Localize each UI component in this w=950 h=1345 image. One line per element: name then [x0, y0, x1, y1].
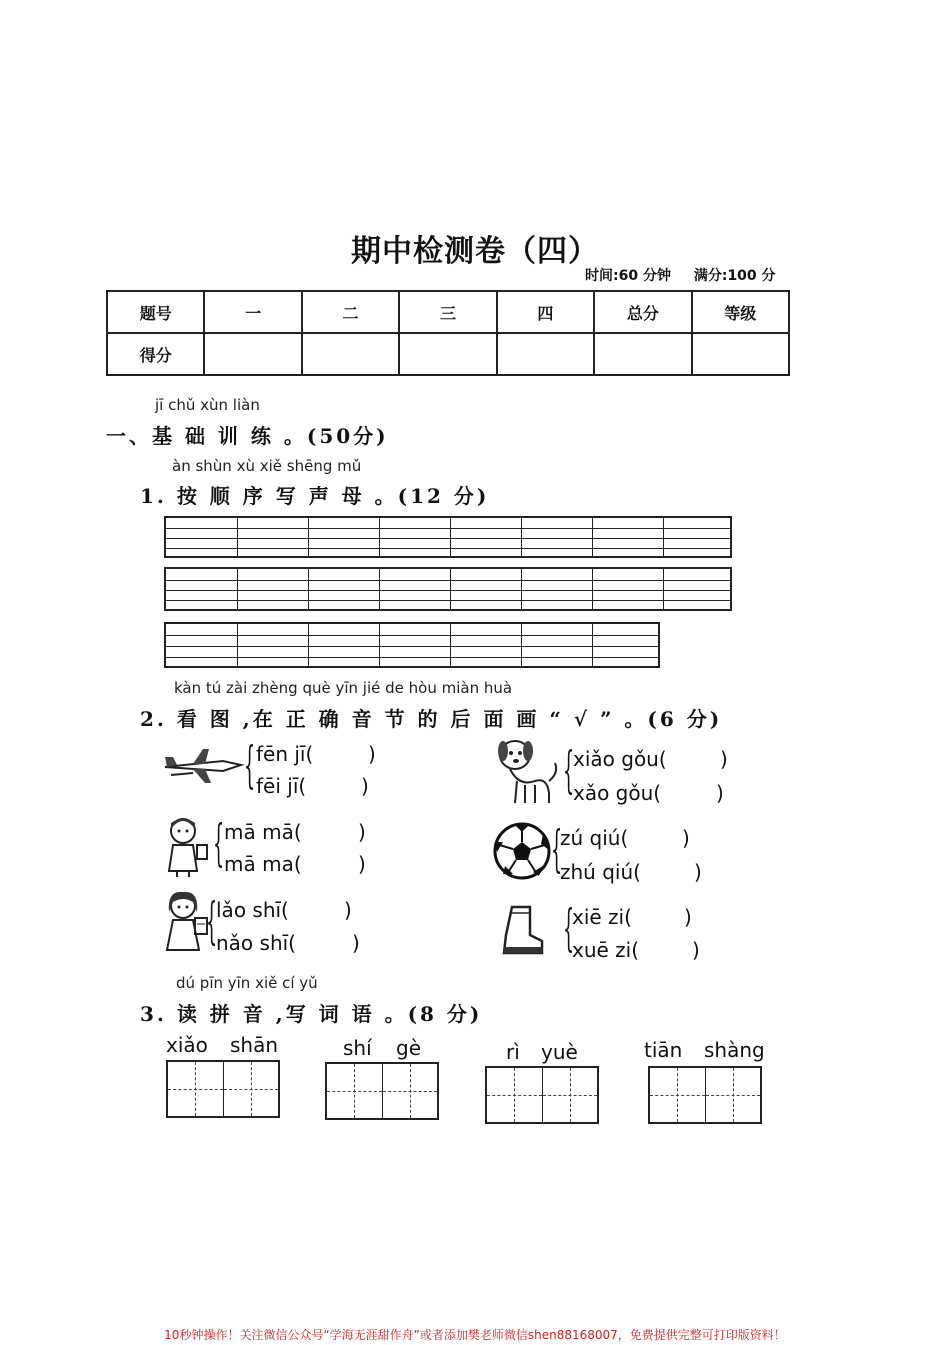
- soccer-ball-icon: [493, 822, 551, 880]
- writing-grid-row-1[interactable]: [164, 516, 732, 558]
- answer-paren[interactable]: ): [694, 860, 702, 884]
- option-text: nǎo shī(: [216, 931, 296, 955]
- word-pinyin: shān: [230, 1033, 279, 1057]
- option-text: mā ma(: [224, 852, 302, 876]
- brace: {: [244, 736, 256, 794]
- answer-paren[interactable]: ): [692, 938, 700, 962]
- q1-pinyin: àn shùn xù xiě shēng mǔ: [172, 457, 362, 475]
- brace: {: [563, 741, 575, 799]
- score-cell: 四: [497, 291, 594, 333]
- score-input-cell[interactable]: [302, 333, 399, 375]
- full-score: 满分:100 分: [693, 268, 776, 284]
- score-table-header-row: [107, 291, 789, 333]
- footer-notice: 10秒钟操作！关注微信公众号“学海无涯甜作舟”或者添加樊老师微信shen88168007，免费提供完整可打印版资料！: [164, 1328, 786, 1342]
- writing-grid-row-3[interactable]: [164, 622, 660, 668]
- option-text: mā mā(: [224, 820, 302, 844]
- score-input-cell[interactable]: [594, 333, 691, 375]
- tianzige-box[interactable]: [325, 1062, 439, 1120]
- q1-title: 1. 按 顺 序 写 声 母 。(12 分): [140, 484, 490, 508]
- brace: {: [213, 814, 225, 872]
- answer-paren[interactable]: ): [358, 852, 366, 876]
- answer-paren[interactable]: ): [358, 820, 366, 844]
- option-text: xǎo gǒu(: [573, 781, 662, 805]
- answer-paren[interactable]: ): [344, 898, 352, 922]
- score-input-cell[interactable]: [692, 333, 789, 375]
- option-text: fēn jī(: [256, 742, 314, 766]
- score-cell: 等级: [692, 291, 789, 333]
- score-input-cell[interactable]: [204, 333, 301, 375]
- answer-paren[interactable]: ): [361, 774, 369, 798]
- word-pinyin: gè: [396, 1036, 421, 1060]
- option-text: lǎo shī(: [216, 898, 289, 922]
- q2-pinyin: kàn tú zài zhèng què yīn jié de hòu miàn huà: [174, 679, 513, 697]
- score-table: [106, 290, 790, 376]
- score-cell: 总分: [594, 291, 691, 333]
- answer-paren[interactable]: ): [720, 747, 728, 771]
- q3-title: 3. 读 拼 音 ,写 词 语 。(8 分): [140, 1002, 483, 1026]
- word-pinyin: rì: [506, 1040, 520, 1064]
- word-pinyin: shàng: [704, 1038, 765, 1062]
- q3-pinyin: dú pīn yīn xiě cí yǔ: [176, 974, 318, 992]
- page-title: 期中检测卷（四）: [351, 234, 599, 269]
- option-text: xuē zi(: [572, 938, 640, 962]
- score-cell: 二: [302, 291, 399, 333]
- word-pinyin: xiǎo: [166, 1033, 208, 1057]
- boot-icon: [500, 905, 546, 957]
- word-pinyin: tiān: [644, 1038, 683, 1062]
- score-cell: 一: [204, 291, 301, 333]
- option-text: zú qiú(: [560, 826, 629, 850]
- section1-pinyin: jī chǔ xùn liàn: [155, 396, 260, 414]
- word-pinyin: yuè: [541, 1040, 578, 1064]
- tianzige-box[interactable]: [648, 1066, 762, 1124]
- brace: {: [563, 899, 575, 957]
- score-cell: 题号: [107, 291, 204, 333]
- score-cell: 三: [399, 291, 496, 333]
- score-input-cell[interactable]: [399, 333, 496, 375]
- answer-paren[interactable]: ): [682, 826, 690, 850]
- answer-paren[interactable]: ): [368, 742, 376, 766]
- girl-icon: [163, 815, 213, 877]
- q2-title: 2. 看 图 ,在 正 确 音 节 的 后 面 画 “ √ ” 。(6 分): [140, 707, 723, 731]
- time-limit: 时间:60 分钟: [585, 268, 671, 284]
- score-table-score-row: [107, 333, 789, 375]
- brace: {: [551, 820, 563, 878]
- option-text: xiē zi(: [572, 905, 632, 929]
- tianzige-box[interactable]: [485, 1066, 599, 1124]
- option-text: zhú qiú(: [560, 860, 641, 884]
- score-input-cell[interactable]: [497, 333, 594, 375]
- option-text: fēi jī(: [256, 774, 307, 798]
- answer-paren[interactable]: ): [684, 905, 692, 929]
- answer-paren[interactable]: ): [352, 931, 360, 955]
- answer-paren[interactable]: ): [716, 781, 724, 805]
- word-pinyin: shí: [343, 1036, 372, 1060]
- score-cell: 得分: [107, 333, 204, 375]
- section1-title: 一、基 础 训 练 。(50分): [106, 424, 389, 448]
- dog-icon: [495, 737, 563, 807]
- airplane-icon: [163, 745, 245, 787]
- writing-grid-row-2[interactable]: [164, 567, 732, 611]
- exam-meta: [585, 265, 794, 285]
- option-text: xiǎo gǒu(: [573, 747, 667, 771]
- brace: {: [206, 892, 218, 950]
- tianzige-box[interactable]: [166, 1060, 280, 1118]
